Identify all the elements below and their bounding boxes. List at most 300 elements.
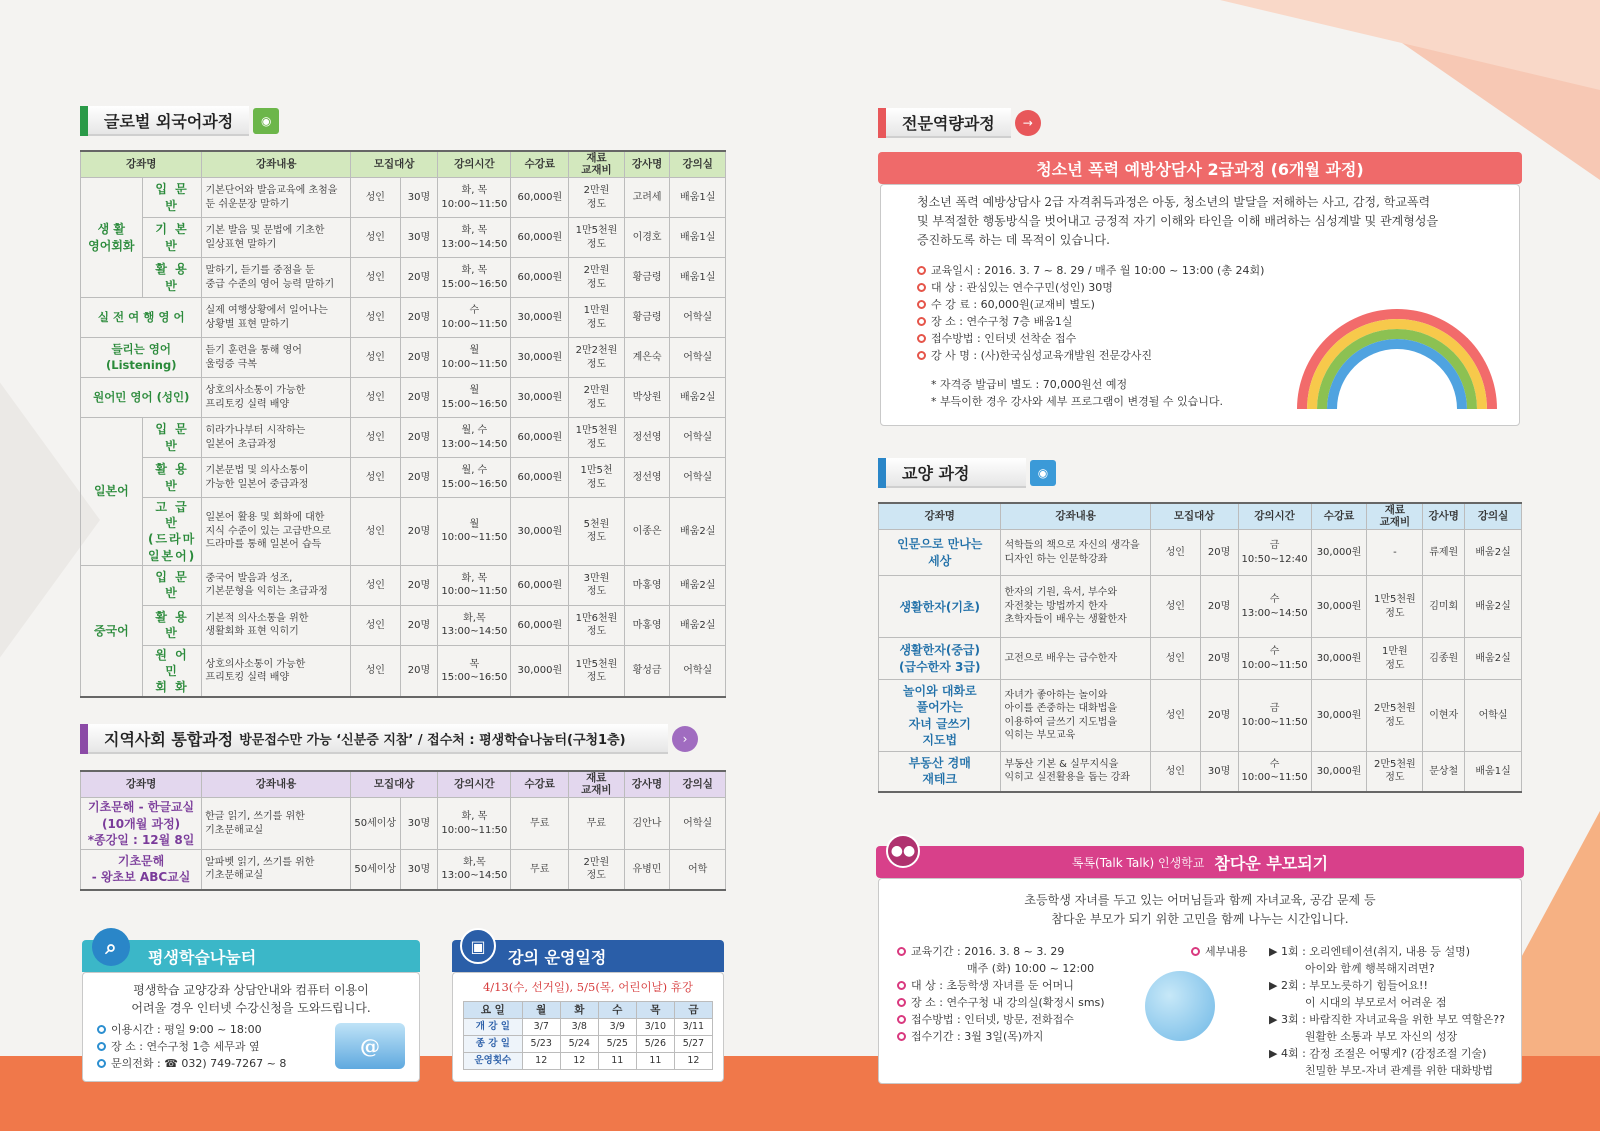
table-row [879, 680, 1522, 752]
cell-time: 월, 수 15:00~16:50 [438, 458, 511, 498]
cell-category: 생 활 영어회화 [81, 178, 143, 298]
header-time: 강의시간 [1238, 503, 1311, 530]
cell-target: 성인 [350, 458, 400, 498]
cell-content: 기본단어와 발음교육에 초첨을 둔 쉬운문장 말하기 [202, 178, 351, 218]
cell-fee: 30,000원 [1311, 680, 1367, 752]
session-subtitle: 아이와 함께 행복해지려면? [1305, 962, 1435, 975]
cell-time: 화, 목 15:00~16:50 [438, 258, 511, 298]
table-row [81, 338, 726, 378]
cell-level: 입 문 반 [142, 565, 202, 605]
schedule-cell: 3/10 [636, 1019, 674, 1036]
header-accent-bar [878, 458, 886, 488]
schedule-cell: 3/7 [522, 1019, 560, 1036]
cell-count: 20명 [400, 378, 438, 418]
header-material: 재료 교재비 [569, 151, 625, 178]
schedule-row-label: 종 강 일 [464, 1036, 523, 1053]
community-section-title [88, 724, 668, 754]
cell-room: 배움2실 [670, 605, 726, 645]
cell-target: 성인 [350, 298, 400, 338]
cell-room: 배움1실 [670, 258, 726, 298]
parent-ribbon [876, 843, 1524, 878]
bullet-icon [97, 1042, 106, 1051]
cell-material: 2만원 정도 [569, 850, 625, 890]
table-header-row [81, 771, 726, 798]
cell-content: 상호의사소통이 가능한 프리토킹 실력 배양 [202, 378, 351, 418]
cell-teacher: 김안나 [624, 798, 670, 850]
cell-time: 화, 목 13:00~14:50 [438, 218, 511, 258]
schedule-cell: 5/24 [560, 1036, 598, 1053]
header-room: 강의실 [1465, 503, 1522, 530]
cell-course-name: 생활한자(중급) (급수한자 3급) [879, 638, 1001, 680]
cell-content: 부동산 기본 & 실무지식을 익히고 실전활용을 돕는 강좌 [1001, 752, 1150, 792]
cell-target: 성인 [350, 565, 400, 605]
schedule-header-cell: 월 [522, 1002, 560, 1019]
cell-course-name: 들리는 영어 (Listening) [81, 338, 202, 378]
cell-level: 활 용 반 [142, 458, 202, 498]
cell-room: 어학실 [670, 298, 726, 338]
schedule-table [463, 1001, 713, 1070]
cell-teacher: 황성금 [624, 645, 670, 697]
table-row [81, 418, 726, 458]
table-row [81, 498, 726, 566]
parent-info-list [897, 943, 1105, 1045]
parent-ribbon-small: 톡톡(Talk Talk) 인생학교 [1071, 855, 1205, 870]
cell-target: 성인 [350, 178, 400, 218]
table-row [81, 850, 726, 890]
cell-content: 듣기 훈련을 통해 영어 울렁증 극복 [202, 338, 351, 378]
cell-room: 배움1실 [1465, 752, 1522, 792]
cell-fee: 60,000원 [511, 605, 569, 645]
table-row [81, 798, 726, 850]
nanum-description: 평생학습 교양강좌 상담안내와 컴퓨터 이용이 어려울 경우 인터넷 수강신청을 도와드립니다. [131, 983, 371, 1015]
cell-material: 1만원 정도 [569, 298, 625, 338]
cell-target: 성인 [350, 418, 400, 458]
cell-count: 20명 [400, 418, 438, 458]
session-item [1269, 977, 1505, 1011]
schedule-cell: 12 [674, 1053, 712, 1070]
bullet-icon [917, 334, 926, 343]
cell-fee: 30,000원 [1311, 638, 1367, 680]
cell-level: 활 용 반 [142, 605, 202, 645]
cell-material: 1만5천원 정도 [1367, 576, 1423, 638]
header-fee: 수강료 [511, 771, 569, 798]
cell-teacher: 김미회 [1423, 576, 1465, 638]
cell-target: 성인 [350, 378, 400, 418]
pro-teacher: 강 사 명 : (사)한국심성교육개발원 전문강사진 [931, 349, 1153, 362]
cell-room: 배움1실 [670, 178, 726, 218]
session-item [1269, 1011, 1505, 1045]
schedule-ribbon [452, 936, 724, 972]
liberal-section-header [878, 458, 1056, 488]
pro-note-cert: * 자격증 발급비 별도 : 70,000원선 예정 [931, 378, 1128, 391]
cell-fee: 60,000원 [511, 218, 569, 258]
cell-count: 20명 [1200, 576, 1238, 638]
table-row [81, 458, 726, 498]
cell-teacher: 황금령 [624, 298, 670, 338]
table-row [81, 605, 726, 645]
cell-count: 20명 [400, 458, 438, 498]
cell-material: 2만원 정도 [569, 178, 625, 218]
cell-room: 배움1실 [670, 218, 726, 258]
circle-arrow-icon: ◉ [253, 108, 279, 134]
pro-info-target [917, 279, 1483, 296]
schedule-cell: 5/25 [598, 1036, 636, 1053]
cell-material: 1만5천원 정도 [569, 418, 625, 458]
cell-room: 어학실 [670, 798, 726, 850]
cell-count: 30명 [400, 178, 438, 218]
header-time: 강의시간 [438, 771, 511, 798]
cell-material: 1만6천원 정도 [569, 605, 625, 645]
people-icon: ●● [886, 834, 920, 868]
bullet-icon [917, 266, 926, 275]
header-course-name: 강좌명 [879, 503, 1001, 530]
table-row [81, 645, 726, 697]
nanum-ribbon [82, 935, 420, 972]
cell-fee: 30,000원 [511, 378, 569, 418]
bullet-icon [1191, 947, 1200, 956]
header-material: 재료 교재비 [569, 771, 625, 798]
liberal-section-title: 교양 과정 [886, 458, 1026, 488]
parent-description: 초등학생 자녀를 두고 있는 어머님들과 함께 자녀교육, 공감 문제 등 참다운 부모가 되기 위한 고민을 함께 나누는 시간입니다. [1024, 893, 1376, 926]
liberal-course-table [878, 502, 1522, 793]
cell-material: 1만5천 정도 [569, 458, 625, 498]
cell-content: 말하기, 듣기를 중점을 둔 중급 수준의 영어 능력 말하기 [202, 258, 351, 298]
parent-detail-label [1191, 943, 1248, 960]
cell-material: 2만5천원 정도 [1367, 752, 1423, 792]
cell-content: 실제 여행상황에서 일어나는 상황별 표현 말하기 [202, 298, 351, 338]
cell-content: 일본어 활용 및 회화에 대한 지식 수준이 있는 고급반으로 드라마를 통해 일본어 습득 [202, 498, 351, 566]
header-accent-bar [878, 108, 886, 138]
parent-info-place [897, 994, 1105, 1011]
header-accent-bar [80, 724, 88, 754]
cell-content: 한글 읽기, 쓰기를 위한 기초문해교실 [202, 798, 351, 850]
cell-material: 1만5천원 정도 [569, 218, 625, 258]
header-teacher: 강사명 [1423, 503, 1465, 530]
cell-fee: 무료 [511, 798, 569, 850]
cell-target: 50세이상 [350, 850, 400, 890]
pro-note-change: * 부득이한 경우 강사와 세부 프로그램이 변경될 수 있습니다. [931, 395, 1223, 408]
cell-material: 2만2천원 정도 [569, 338, 625, 378]
schedule-row [464, 1019, 713, 1036]
cell-category: 중국어 [81, 565, 143, 697]
bullet-icon [897, 981, 906, 990]
cell-material: 1만원 정도 [1367, 638, 1423, 680]
pro-section-title: 전문역량과정 [886, 108, 1011, 138]
header-time: 강의시간 [438, 151, 511, 178]
cell-time: 수 10:00~11:50 [1238, 752, 1311, 792]
table-row [81, 298, 726, 338]
cell-time: 월 10:00~11:50 [438, 498, 511, 566]
cell-course-name: 기초문해 - 왕초보 ABC교실 [81, 850, 202, 890]
cell-count: 20명 [400, 258, 438, 298]
cell-teacher: 계은숙 [624, 338, 670, 378]
cell-content: 기본문법 및 의사소통이 가능한 일본어 중급과정 [202, 458, 351, 498]
cell-course-name: 부동산 경매 재테크 [879, 752, 1001, 792]
cell-count: 30명 [400, 798, 438, 850]
schedule-cell: 5/27 [674, 1036, 712, 1053]
header-content: 강좌내용 [202, 151, 351, 178]
cell-level: 기 본 반 [142, 218, 202, 258]
circle-arrow-icon: › [672, 726, 698, 752]
cell-target: 성인 [1150, 638, 1200, 680]
cell-teacher: 이현자 [1423, 680, 1465, 752]
cell-room: 어학 [670, 850, 726, 890]
cell-course-name: 생활한자(기초) [879, 576, 1001, 638]
header-accent-bar [80, 106, 88, 136]
cell-content: 기본적 의사소통을 위한 생활회화 표현 익히기 [202, 605, 351, 645]
cell-fee: 30,000원 [511, 645, 569, 697]
parent-session-list [1269, 943, 1505, 1079]
cell-fee: 30,000원 [511, 498, 569, 566]
parent-info-period [897, 943, 1105, 960]
cell-time: 화, 목 10:00~11:50 [438, 565, 511, 605]
session-item [1269, 943, 1505, 977]
community-note: 방문접수만 가능 ‘신분증 지참’ / 접수처 : 평생학습나눔터(구청1층) [239, 732, 626, 748]
parent-detail [1191, 943, 1248, 960]
cell-course-name: 실 전 여 행 영 어 [81, 298, 202, 338]
cell-teacher: 김종원 [1423, 638, 1465, 680]
schedule-cell: 12 [522, 1053, 560, 1070]
community-course-table [80, 770, 726, 891]
schedule-header-cell: 금 [674, 1002, 712, 1019]
cell-time: 월 10:00~11:50 [438, 338, 511, 378]
parent-detail-label-text: 세부내용 [1205, 945, 1248, 958]
cell-time: 수 10:00~11:50 [1238, 638, 1311, 680]
cell-fee: 무료 [511, 850, 569, 890]
table-row [81, 258, 726, 298]
cell-count: 20명 [1200, 530, 1238, 576]
rainbow-illustration [1297, 299, 1497, 409]
cell-target: 성인 [350, 498, 400, 566]
cell-fee: 60,000원 [511, 418, 569, 458]
cell-target: 성인 [1150, 680, 1200, 752]
parent-method: 접수방법 : 인터넷, 방문, 전화접수 [911, 1013, 1074, 1026]
pro-target: 대 상 : 관심있는 연수구민(성인) 30명 [931, 281, 1113, 294]
cell-material: 2만5천원 정도 [1367, 680, 1423, 752]
cell-time: 화, 목 10:00~11:50 [438, 798, 511, 850]
magnifier-icon: ⌕ [92, 928, 130, 966]
computer-illustration: @ [335, 1023, 405, 1069]
cell-teacher: 정선영 [624, 418, 670, 458]
parent-period: 교육기간 : 2016. 3. 8 ~ 3. 29 [911, 945, 1065, 958]
session-subtitle: 원활한 소통과 부모 자신의 성장 [1305, 1030, 1458, 1043]
header-fee: 수강료 [511, 151, 569, 178]
cell-content: 고전으로 배우는 급수한자 [1001, 638, 1150, 680]
cell-material: 무료 [569, 798, 625, 850]
header-content: 강좌내용 [1001, 503, 1150, 530]
cell-target: 성인 [350, 605, 400, 645]
cell-count: 20명 [1200, 638, 1238, 680]
cell-course-name: 인문으로 만나는 세상 [879, 530, 1001, 576]
cell-fee: 60,000원 [511, 258, 569, 298]
cell-fee: 60,000원 [511, 178, 569, 218]
cell-fee: 30,000원 [1311, 752, 1367, 792]
cell-level: 고 급 반 (드라마 일본어) [142, 498, 202, 566]
schedule-header-cell: 요 일 [464, 1002, 523, 1019]
cell-target: 성인 [350, 338, 400, 378]
header-course-name: 강좌명 [81, 151, 202, 178]
cell-time: 화,목 13:00~14:50 [438, 850, 511, 890]
schedule-cell: 5/26 [636, 1036, 674, 1053]
header-target: 모집대상 [350, 771, 438, 798]
header-target: 모집대상 [350, 151, 437, 178]
parent-target: 대 상 : 초등학생 자녀를 둔 어머니 [911, 979, 1074, 992]
cell-count: 20명 [400, 498, 438, 566]
table-row [879, 638, 1522, 680]
parent-info-method [897, 1011, 1105, 1028]
schedule-row [464, 1053, 713, 1070]
pro-ribbon-text: 청소년 폭력 예방상담사 2급과정 (6개월 과정) [1036, 159, 1364, 179]
cell-time: 목 15:00~16:50 [438, 645, 511, 697]
bullet-icon [917, 283, 926, 292]
session-item [1269, 1045, 1505, 1079]
parent-box [878, 878, 1522, 1084]
cell-fee: 30,000원 [511, 298, 569, 338]
parent-info-deadline [897, 1028, 1105, 1045]
cell-teacher: 마홍영 [624, 565, 670, 605]
cell-target: 성인 [350, 258, 400, 298]
schedule-row-label: 운영횟수 [464, 1053, 523, 1070]
session-title: ▶ 1회 : 오리엔테이션(취지, 내용 등 설명) [1269, 945, 1470, 958]
bullet-icon [917, 317, 926, 326]
schedule-header-cell: 화 [560, 1002, 598, 1019]
pro-info-date [917, 262, 1483, 279]
cell-target: 성인 [1150, 530, 1200, 576]
pro-section-header [878, 108, 1041, 138]
cell-material: 5천원 정도 [569, 498, 625, 566]
parent-deadline: 접수기간 : 3월 3일(목)까지 [911, 1030, 1044, 1043]
global-section-header [80, 106, 279, 136]
table-header-row [879, 503, 1522, 530]
cell-teacher: 유병민 [624, 850, 670, 890]
header-fee: 수강료 [1311, 503, 1367, 530]
cell-count: 20명 [1200, 680, 1238, 752]
schedule-cell: 5/23 [522, 1036, 560, 1053]
pro-date: 교육일시 : 2016. 3. 7 ~ 8. 29 / 매주 월 10:00 ~ 13:00 (총 24회) [931, 264, 1265, 277]
cell-content: 알파벳 읽기, 쓰기를 위한 기초문해교실 [202, 850, 351, 890]
cell-time: 월 15:00~16:50 [438, 378, 511, 418]
cell-content: 기본 발음 및 문법에 기초한 일상표현 말하기 [202, 218, 351, 258]
nanum-phone: 문의전화 : ☎ 032) 749-7267 ~ 8 [111, 1057, 287, 1070]
cell-teacher: 이종은 [624, 498, 670, 566]
cell-time: 금 10:00~11:50 [1238, 680, 1311, 752]
cell-count: 20명 [400, 338, 438, 378]
pro-ribbon [878, 152, 1522, 184]
global-course-table [80, 150, 726, 698]
global-section-title: 글로벌 외국어과정 [88, 106, 249, 136]
header-room: 강의실 [670, 151, 726, 178]
table-header-row [81, 151, 726, 178]
cell-room: 배움2실 [670, 378, 726, 418]
schedule-header-row [464, 1002, 713, 1019]
header-content: 강좌내용 [202, 771, 351, 798]
cell-fee: 30,000원 [511, 338, 569, 378]
cell-course-name: 원어민 영어 (성인) [81, 378, 202, 418]
cell-time: 수 10:00~11:50 [438, 298, 511, 338]
nanum-box [82, 972, 420, 1082]
cell-teacher: 고려세 [624, 178, 670, 218]
schedule-row-label: 개 강 일 [464, 1019, 523, 1036]
bullet-icon [917, 351, 926, 360]
cell-room: 배움2실 [1465, 576, 1522, 638]
nanum-title: 평생학습나눔터 [148, 947, 257, 967]
parent-ribbon-big: 참다운 부모되기 [1214, 853, 1329, 873]
pro-description: 청소년 폭력 예방상담사 2급 자격취득과정은 아동, 청소년의 발달을 저해하는 사고, 감정, 학교폭력 및 부적절한 행동방식을 벗어내고 긍정적 자기 이해와 타인을 이해 배려하는 심성계발 및 관계형성을 증진하도록 하는 데 목적이 있습니다. [917, 195, 1439, 247]
cell-target: 50세이상 [350, 798, 400, 850]
pro-method: 접수방법 : 인터넷 선착순 접수 [931, 332, 1077, 345]
cell-room: 어학실 [1465, 680, 1522, 752]
cell-teacher: 문상철 [1423, 752, 1465, 792]
circle-arrow-icon: → [1015, 110, 1041, 136]
table-row [879, 576, 1522, 638]
cell-room: 배움2실 [670, 565, 726, 605]
calendar-icon: ▣ [460, 928, 496, 964]
cell-time: 금 10:50~12:40 [1238, 530, 1311, 576]
cell-level: 활 용 반 [142, 258, 202, 298]
cell-room: 배움2실 [670, 498, 726, 566]
cell-fee: 60,000원 [511, 565, 569, 605]
cell-teacher: 이경호 [624, 218, 670, 258]
cell-material: 2만원 정도 [569, 378, 625, 418]
session-title: ▶ 4회 : 감정 조절은 어떻게? (감정조절 기술) [1269, 1047, 1487, 1060]
cell-course-name: 놀이와 대화로 풀어가는 자녀 글쓰기 지도법 [879, 680, 1001, 752]
cell-room: 배움2실 [1465, 638, 1522, 680]
parent-place: 장 소 : 연수구청 내 강의실(확정시 sms) [911, 996, 1105, 1009]
schedule-cell: 12 [560, 1053, 598, 1070]
header-material: 재료 교재비 [1367, 503, 1423, 530]
header-course-name: 강좌명 [81, 771, 202, 798]
table-row [81, 178, 726, 218]
cell-content: 한자의 기원, 육서, 부수와 자전찾는 방법까지 한자 초학자들이 배우는 생활한자 [1001, 576, 1150, 638]
schedule-holiday: 4/13(수, 선거일), 5/5(목, 어린이날) 휴강 [482, 980, 694, 994]
cell-count: 20명 [400, 645, 438, 697]
bullet-icon [897, 998, 906, 1007]
pro-place: 장 소 : 연수구청 7층 배움1실 [931, 315, 1073, 328]
cell-teacher: 류제원 [1423, 530, 1465, 576]
schedule-header-cell: 목 [636, 1002, 674, 1019]
cell-count: 30명 [400, 850, 438, 890]
table-row [81, 565, 726, 605]
table-row [81, 218, 726, 258]
cell-time: 화,목 13:00~14:50 [438, 605, 511, 645]
table-row [81, 378, 726, 418]
nanum-place: 장 소 : 연수구청 1층 세무과 옆 [111, 1040, 260, 1053]
cell-time: 수 13:00~14:50 [1238, 576, 1311, 638]
cell-material: 2만원 정도 [569, 258, 625, 298]
cell-material: 1만5천원 정도 [569, 645, 625, 697]
circle-arrow-icon: ◉ [1030, 460, 1056, 486]
parent-info-target [897, 977, 1105, 994]
cell-material: - [1367, 530, 1423, 576]
cell-count: 30명 [1200, 752, 1238, 792]
cell-teacher: 정선영 [624, 458, 670, 498]
table-row [879, 752, 1522, 792]
bullet-icon [897, 947, 906, 956]
header-target: 모집대상 [1150, 503, 1238, 530]
nanum-hours: 이용시간 : 평일 9:00 ~ 18:00 [111, 1023, 262, 1036]
session-subtitle: 이 시대의 부모로서 어려운 점 [1305, 996, 1447, 1009]
cell-teacher: 박상원 [624, 378, 670, 418]
cell-level: 원 어 민 회 화 [142, 645, 202, 697]
bullet-icon [97, 1025, 106, 1034]
table-row [879, 530, 1522, 576]
schedule-cell: 11 [598, 1053, 636, 1070]
cell-course-name: 기초문해 - 한글교실 (10개월 과정) *종강일 : 12월 8일 [81, 798, 202, 850]
cell-content: 중국어 발음과 성조, 기본문형을 익히는 초급과정 [202, 565, 351, 605]
session-title: ▶ 3회 : 바람직한 자녀교육을 위한 부모 역할은?? [1269, 1013, 1505, 1026]
cell-material: 3만원 정도 [569, 565, 625, 605]
header-teacher: 강사명 [624, 151, 670, 178]
